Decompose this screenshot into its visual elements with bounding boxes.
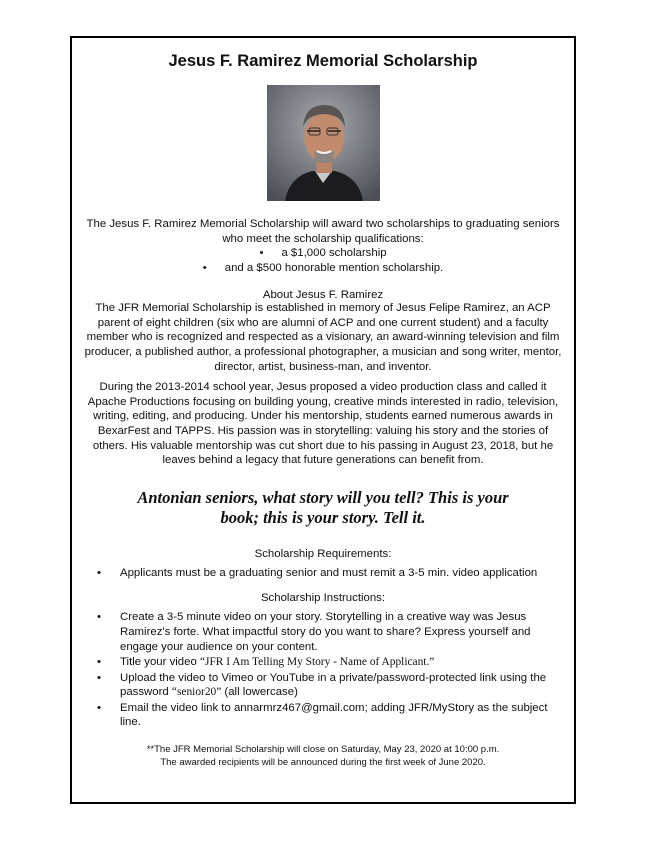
list-item: • Create a 3-5 minute video on your story. Storytelling in a creative way was Jesus Ramirez's forte. What impactful story do you want to share? Express yourself and engage your audience on your content. [97,611,531,653]
instructions-list [82,610,564,730]
list-item: • Title your video “JFR I Am Telling My Story - Name of Applicant.” [97,656,435,669]
closing-date-text: **The JFR Memorial Scholarship will close on Saturday, May 23, 2020 at 10:00 p.m. [146,744,500,756]
flyer-content [82,52,564,769]
page-title: Jesus F. Ramirez Memorial Scholarship [168,52,478,70]
footer-note [82,744,564,769]
list-item: • and a $500 honorable mention scholarship. [202,262,444,275]
announcement-text: The awarded recipients will be announced during the first week of June 2020. [160,756,486,768]
instructions-heading: Scholarship Instructions: [260,592,386,605]
list-item: • Upload the video to Vimeo or YouTube in a private/password-protected link using the password “senior20” (all lowercase) [97,671,547,699]
flyer-border [70,36,576,804]
requirements-heading: Scholarship Requirements: [254,547,392,560]
about-heading: About Jesus F. Ramirez [262,289,384,302]
about-paragraph-1: The JFR Memorial Scholarship is established in memory of Jesus Felipe Ramirez, an ACP parent of eight children (six who are alumni of ACP and one current student) and a faculty member who is recognized and respected as a visionary, an award-winning television and film producer, a published author, a professional photographer, a musician and song writer, mentor, director, artist, business-man, and inventor. [84,302,562,373]
about-paragraph-2: During the 2013-2014 school year, Jesus proposed a video production class and called it Apache Productions focusing on building young, creative minds interested in radio, television, writing, editing, and producing. Under his mentorship, students earned numerous awards in BexarFest and TAPPS. His passion was in storytelling: valuing his story and the stories of others. His valuable mentorship was cut short due to his passing in August 23, 2018, but he leaves behind a legacy that future generations can benefit from. [87,381,559,467]
requirements-list [82,566,564,581]
intro-text: The Jesus F. Ramirez Memorial Scholarship will award two scholarships to graduating seniors who meet the scholarship qualifications: [86,218,560,245]
email-instruction: Email the video link to annarmrz467@gmail.com; adding JFR/MyStory as the subject line. [120,701,548,729]
award-list [82,246,564,276]
list-item: • a $1,000 scholarship [259,247,387,260]
list-item: • Email the video link to annarmrz467@gmail.com; adding JFR/MyStory as the subject line. [97,701,548,729]
portrait-photo [267,85,380,201]
list-item: • Applicants must be a graduating senior and must remit a 3-5 min. video application [97,566,538,579]
call-to-action-quote: Antonian seniors, what story will you tell? This is your book; this is your story. Tell it. [137,487,509,527]
